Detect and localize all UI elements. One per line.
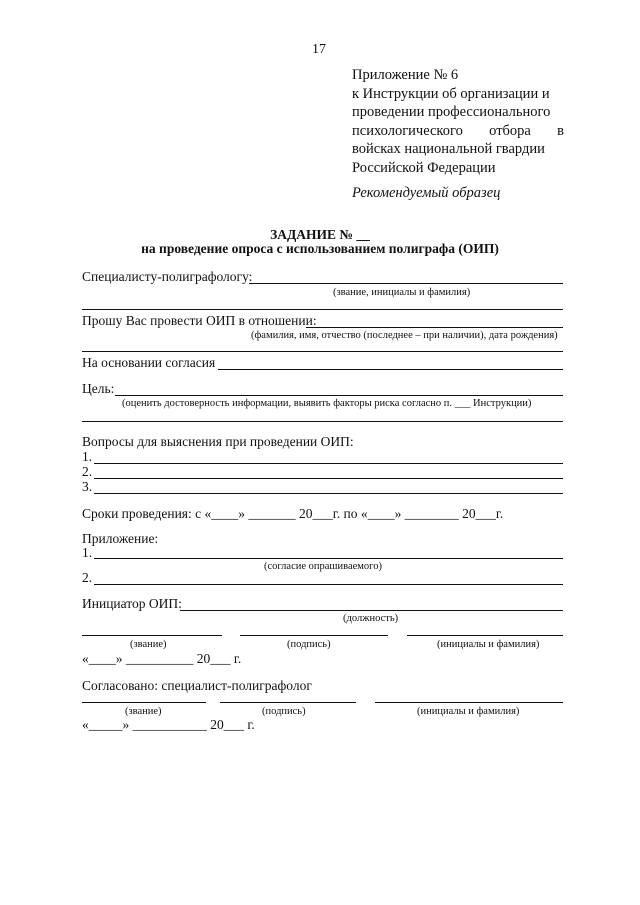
goal-line-2[interactable] <box>82 421 563 422</box>
attachment-hint: (согласие опрашиваемого) <box>264 561 382 572</box>
appendix-line: Российской Федерации <box>352 159 496 176</box>
agreed-label: Согласовано: специалист-полиграфолог <box>82 678 312 693</box>
rank-hint: (звание) <box>130 639 167 650</box>
appendix-line: Приложение № 6 <box>352 67 459 83</box>
appendix-line: проведении профессионального <box>352 104 551 120</box>
attachment-line-2[interactable] <box>94 584 563 585</box>
signature-line-2[interactable] <box>220 702 356 703</box>
attachment-number: 2. <box>82 570 93 585</box>
document-title: ЗАДАНИЕ № __ <box>270 227 370 242</box>
specialist-label: Специалисту-полиграфологу: <box>82 269 253 284</box>
attachment-number: 1. <box>82 545 93 560</box>
specialist-line[interactable] <box>249 283 563 284</box>
rank-hint-2: (звание) <box>125 706 162 717</box>
initiator-hint: (должность) <box>343 613 399 624</box>
consent-label: На основании согласия <box>82 355 216 370</box>
page-number: 17 <box>312 42 326 57</box>
name-line-2[interactable] <box>375 702 563 703</box>
initiator-label: Инициатор ОИП: <box>82 596 182 611</box>
document-subtitle: на проведение опроса с использованием полиграфа (ОИП) <box>141 241 499 256</box>
appendix-header <box>352 66 564 177</box>
date-line: «____» __________ 20___ г. <box>82 651 242 666</box>
name-hint-2: (инициалы и фамилия) <box>417 706 520 717</box>
signature-line[interactable] <box>240 635 388 636</box>
name-hint: (инициалы и фамилия) <box>437 639 540 650</box>
questions-label: Вопросы для выяснения при проведении ОИП: <box>82 434 354 449</box>
request-line-2[interactable] <box>82 351 563 352</box>
question-number: 2. <box>82 464 93 479</box>
specialist-line-2[interactable] <box>82 309 563 310</box>
initiator-line[interactable] <box>180 610 563 611</box>
goal-line[interactable] <box>115 395 563 396</box>
date-line-2: «_____» ___________ 20___ г. <box>82 717 255 732</box>
request-line[interactable] <box>306 327 563 328</box>
request-label: Прошу Вас провести ОИП в отношении: <box>82 313 317 328</box>
question-number: 1. <box>82 449 93 464</box>
question-line-1[interactable] <box>94 463 563 464</box>
appendix-line: психологического отбора в <box>352 122 564 139</box>
attachment-label: Приложение: <box>82 531 159 546</box>
appendix-line: войсках национальной гвардии <box>352 141 545 157</box>
question-line-3[interactable] <box>94 493 563 494</box>
appendix-line: к Инструкции об организации и <box>352 85 550 102</box>
request-hint: (фамилия, имя, отчество (последнее – при наличии), дата рождения) <box>251 330 558 341</box>
sample-label: Рекомендуемый образец <box>352 185 501 201</box>
terms-text: Сроки проведения: с «____» _______ 20___г. по «____» ________ 20___г. <box>82 506 504 521</box>
question-line-2[interactable] <box>94 478 563 479</box>
rank-line[interactable] <box>82 635 222 636</box>
signature-hint-2: (подпись) <box>262 706 306 717</box>
consent-line[interactable] <box>218 369 563 370</box>
name-line[interactable] <box>407 635 563 636</box>
specialist-hint: (звание, инициалы и фамилия) <box>333 287 471 298</box>
goal-label: Цель: <box>82 381 115 396</box>
goal-hint: (оценить достоверность информации, выявить факторы риска согласно п. ___ Инструкции) <box>122 398 532 409</box>
question-number: 3. <box>82 479 93 494</box>
attachment-line-1[interactable] <box>94 558 563 559</box>
rank-line-2[interactable] <box>82 702 206 703</box>
signature-hint: (подпись) <box>287 639 331 650</box>
